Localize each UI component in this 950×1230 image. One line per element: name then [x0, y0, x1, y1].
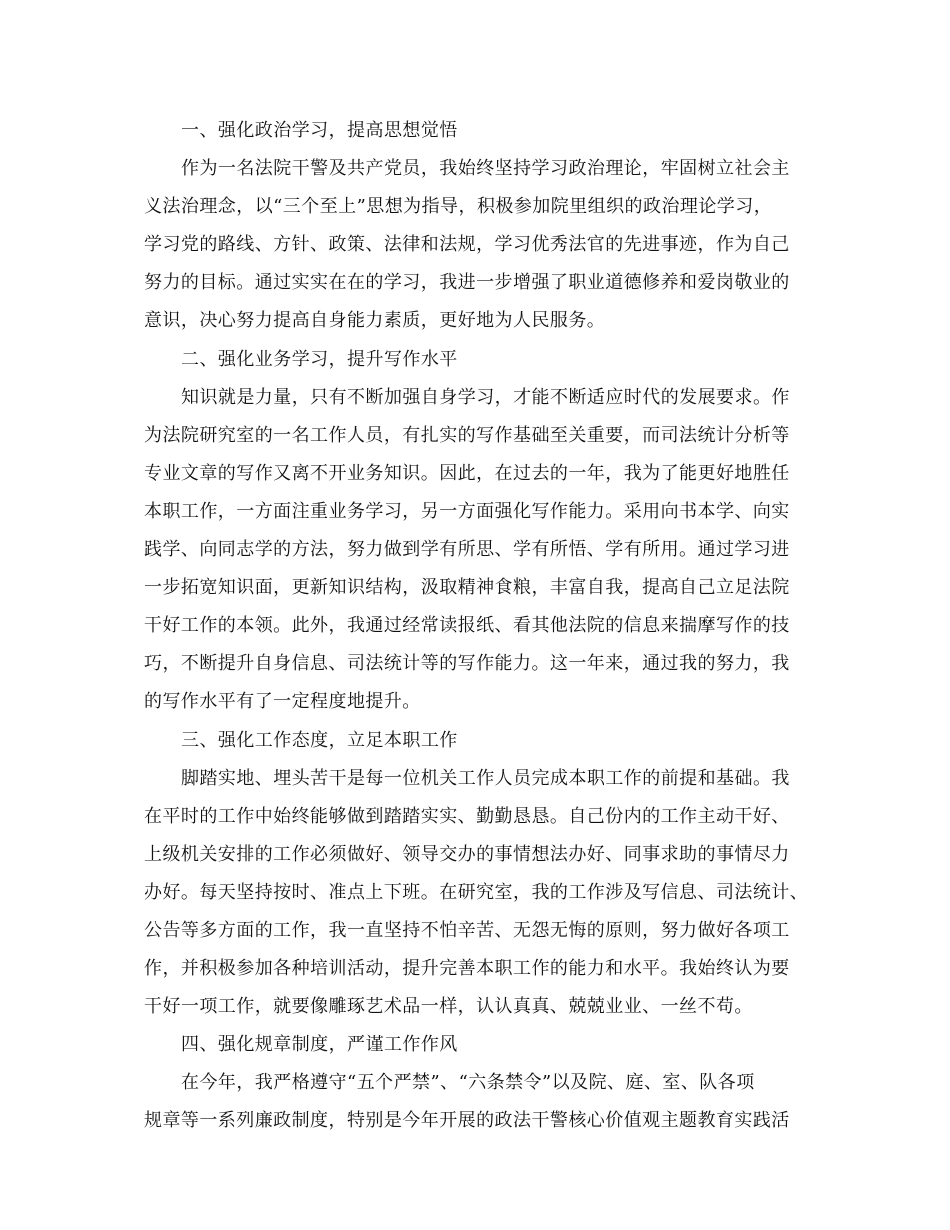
text-line: 一步拓宽知识面，更新知识结构，汲取精神食粮，丰富自我，提高自己立足法院: [144, 577, 790, 599]
text-line: 学习党的路线、方针、政策、法律和法规，学习优秀法官的先进事迹，作为自己: [144, 234, 790, 256]
section-heading: 三、强化工作态度，立足本职工作: [181, 729, 458, 751]
text-line: 在今年，我严格遵守“五个严禁”、“六条禁令”以及院、庭、室、队各项: [181, 1072, 755, 1094]
text-line: 本职工作，一方面注重业务学习，另一方面强化写作能力。采用向书本学、向实: [144, 500, 790, 522]
section-heading: 一、强化政治学习，提高思想觉悟: [181, 120, 458, 141]
text-line: 在平时的工作中始终能够做到踏踏实实、勤勤恳恳。自己份内的工作主动干好、: [144, 805, 790, 827]
text-line: 干好一项工作，就要像雕琢艺术品一样，认认真真、兢兢业业、一丝不苟。: [144, 996, 753, 1018]
text-line: 专业文章的写作又离不开业务知识。因此，在过去的一年，我为了能更好地胜任: [144, 462, 790, 484]
text-line: 意识，决心努力提高自身能力素质，更好地为人民服务。: [144, 310, 606, 332]
text-line: 义法治理念，以“三个至上”思想为指导，积极参加院里组织的政治理论学习，: [144, 196, 773, 218]
text-line: 干好工作的本领。此外，我通过经常读报纸、看其他法院的信息来揣摩写作的技: [144, 615, 790, 637]
text-line: 规章等一系列廉政制度，特别是今年开展的政法干警核心价值观主题教育实践活: [144, 1110, 790, 1132]
text-line: 知识就是力量，只有不断加强自身学习，才能不断适应时代的发展要求。作: [181, 386, 790, 408]
text-line: 上级机关安排的工作必须做好、领导交办的事情想法办好、同事求助的事情尽力: [144, 843, 790, 865]
text-line: 作，并积极参加各种培训活动，提升完善本职工作的能力和水平。我始终认为要: [144, 958, 790, 980]
section-heading: 二、强化业务学习，提升写作水平: [181, 348, 458, 370]
text-line: 践学、向同志学的方法，努力做到学有所思、学有所悟、学有所用。通过学习进: [144, 539, 790, 561]
text-line: 办好。每天坚持按时、准点上下班。在研究室，我的工作涉及写信息、司法统计、: [144, 881, 809, 903]
text-line: 作为一名法院干警及共产党员，我始终坚持学习政治理论，牢固树立社会主: [181, 158, 790, 180]
text-line: 为法院研究室的一名工作人员，有扎实的写作基础至关重要，而司法统计分析等: [144, 424, 790, 446]
section-heading: 四、强化规章制度，严谨工作作风: [181, 1034, 458, 1056]
text-line: 公告等多方面的工作，我一直坚持不怕辛苦、无怨无悔的原则，努力做好各项工: [144, 919, 790, 941]
text-line: 脚踏实地、埋头苦干是每一位机关工作人员完成本职工作的前提和基础。我: [181, 767, 790, 789]
text-line: 的写作水平有了一定程度地提升。: [144, 691, 421, 713]
text-line: 努力的目标。通过实实在在的学习，我进一步增强了职业道德修养和爱岗敬业的: [144, 272, 790, 294]
document-body: [144, 112, 808, 1141]
text-line: 巧，不断提升自身信息、司法统计等的写作能力。这一年来，通过我的努力，我: [144, 653, 790, 675]
